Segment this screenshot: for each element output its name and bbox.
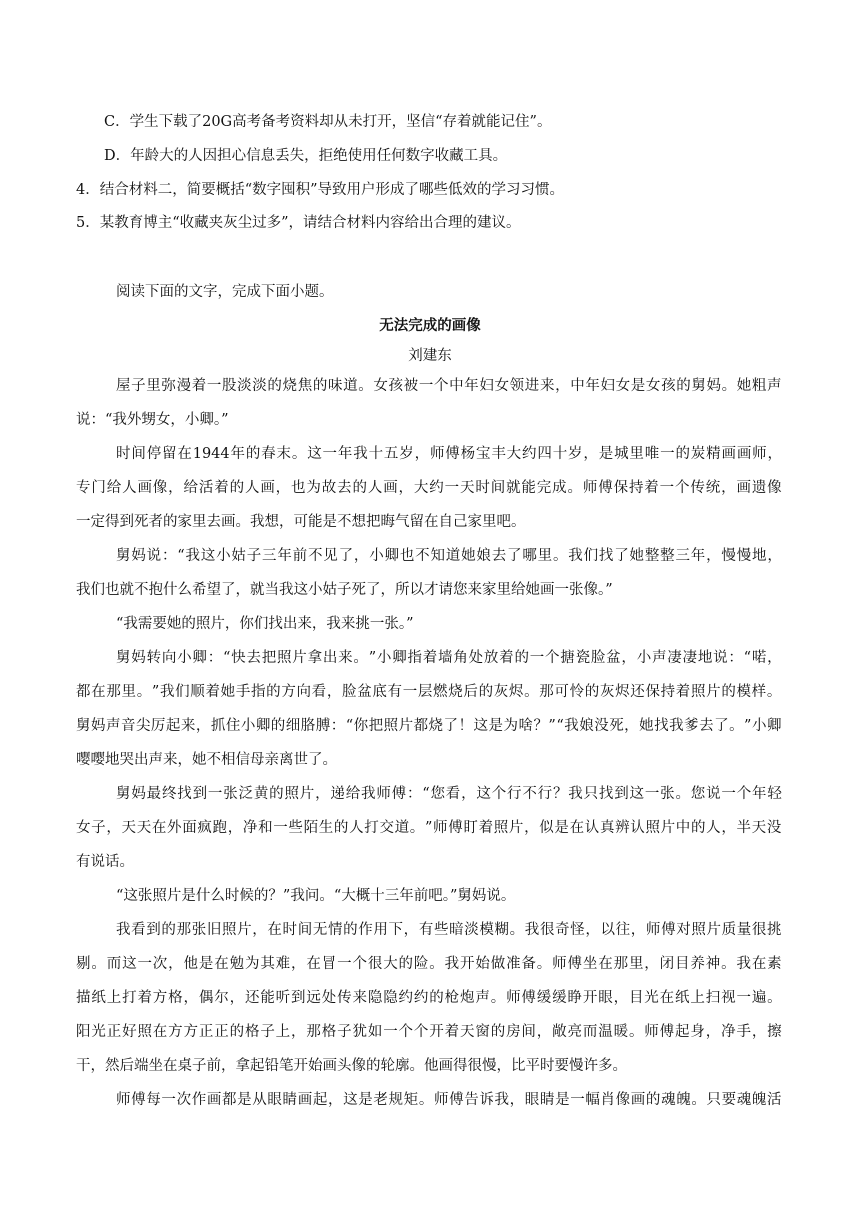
- article-line: 舅 妈 说 ： “ 我 这 小 姑 子 三 年 前 不 见 了 ， 小 卿 也 不 知 道 她 娘 去 了 哪 里 。 我 们 找 了 她 整 整 三 年 ， 慢 慢 地 ，: [116, 548, 782, 564]
- article-author: 刘建东: [408, 348, 452, 364]
- article-line: 阳 光 正 好 照 在 方 方 正 正 的 格 子 上 ， 那 格 子 犹 如 一 个 个 开 着 天 窗 的 房 间 ， 敞 亮 而 温 暖 。 师 傅 起 身 ， 净 手 ， 擦: [76, 1024, 782, 1040]
- article-line: 舅 妈 转 向 小 卿 ： “ 快 去 把 照 片 拿 出 来 。 ” 小 卿 指 着 墙 角 处 放 着 的 一 个 搪 瓷 脸 盆 ， 小 声 凄 凄 地 说 ： “ 喏 ，: [116, 650, 782, 666]
- option-c: C．学生下载了20G高考备考资料却从未打开，坚信“存着就能记住”。: [104, 114, 552, 130]
- article-line: 剔 。 而 这 一 次 ， 他 是 在 勉 为 其 难 ， 在 冒 一 个 很 大 的 险 。 我 开 始 做 准 备 。 师 傅 坐 在 那 里 ， 闭 目 养 神 。 我 在 素: [76, 956, 782, 972]
- question-4: 4．结合材料二，简要概括“数字囤积”导致用户形成了哪些低效的学习习惯。: [76, 182, 565, 198]
- reading-instruction: 阅读下面的文字，完成下面小题。: [116, 284, 334, 300]
- article-line: 师 傅 每 一 次 作 画 都 是 从 眼 睛 画 起 ， 这 是 老 规 矩 。 师 傅 告 诉 我 ， 眼 睛 是 一 幅 肖 像 画 的 魂 魄 。 只 要 魂 魄 活: [116, 1092, 782, 1108]
- article-line: 我 看 到 的 那 张 旧 照 片 ， 在 时 间 无 情 的 作 用 下 ， 有 些 暗 淡 模 糊 。 我 很 奇 怪 ， 以 往 ， 师 傅 对 照 片 质 量 很 挑: [116, 922, 782, 938]
- article-line: 说：“我外甥女，小卿。”: [76, 412, 229, 428]
- article-line: “这张照片是什么时候的？”我问。“大概十三年前吧。”舅妈说。: [116, 888, 516, 904]
- article-line: 描 纸 上 打 着 方 格 ， 偶 尔 ， 还 能 听 到 远 处 传 来 隐 隐 约 约 的 枪 炮 声 。 师 傅 缓 缓 睁 开 眼 ， 目 光 在 纸 上 扫 视 一 遍 。: [76, 990, 782, 1006]
- article-line: 屋 子 里 弥 漫 着 一 股 淡 淡 的 烧 焦 的 味 道 。 女 孩 被 一 个 中 年 妇 女 领 进 来 ， 中 年 妇 女 是 女 孩 的 舅 妈 。 她 粗 声: [116, 378, 782, 394]
- article-line: “我需要她的照片，你们找出来，我来挑一张。”: [116, 616, 414, 632]
- article-title: 无法完成的画像: [379, 317, 481, 334]
- article-line: 有说话。: [76, 854, 134, 870]
- article-line: 专 门 给 人 画 像 ， 给 活 着 的 人 画 ， 也 为 故 去 的 人 画 ， 大 约 一 天 时 间 就 能 完 成 。 师 傅 保 持 着 一 个 传 统 ， 画 遗 像: [76, 480, 782, 496]
- article-line: 都 在 那 里 。 ” 我 们 顺 着 她 手 指 的 方 向 看 ， 脸 盆 底 有 一 层 燃 烧 后 的 灰 烬 。 那 可 怜 的 灰 烬 还 保 持 着 照 片 的 模 样 。: [76, 684, 782, 700]
- article-line: 舅 妈 声 音 尖 厉 起 来 ， 抓 住 小 卿 的 细 胳 膊 ： “ 你 把 照 片 都 烧 了 ！ 这 是 为 啥 ？ ” “ 我 娘 没 死 ， 她 找 我 爹 去 了 。 ” 小 卿: [76, 718, 782, 734]
- article-line: 我们也就不抱什么希望了，就当我这小姑子死了，所以才请您来家里给她画一张像。”: [76, 582, 613, 598]
- article-line: 干，然后端坐在桌子前，拿起铅笔开始画头像的轮廓。他画得很慢，比平时要慢许多。: [76, 1058, 627, 1074]
- article-line: 女 子 ， 天 天 在 外 面 疯 跑 ， 净 和 一 些 陌 生 的 人 打 交 道 。 ” 师 傅 盯 着 照 片 ， 似 是 在 认 真 辨 认 照 片 中 的 人 ， 半 天 没: [76, 820, 782, 836]
- question-5: 5．某教育博主“收藏夹灰尘过多”，请结合材料内容给出合理的建议。: [76, 215, 521, 231]
- option-d: D．年龄大的人因担心信息丢失，拒绝使用任何数字收藏工具。: [104, 148, 508, 164]
- article-line: 嘤嘤地哭出声来，她不相信母亲离世了。: [76, 752, 337, 768]
- article-line: 一定得到死者的家里去画。我想，可能是不想把晦气留在自己家里吧。: [76, 514, 526, 530]
- article-line: 舅 妈 最 终 找 到 一 张 泛 黄 的 照 片 ， 递 给 我 师 傅 ： “ 您 看 ， 这 个 行 不 行 ？ 我 只 找 到 这 一 张 。 您 说 一 个 年 轻: [116, 786, 782, 802]
- article-line: 时 间 停 留 在 1944 年 的 春 末 。 这 一 年 我 十 五 岁 ， 师 傅 杨 宝 丰 大 约 四 十 岁 ， 是 城 里 唯 一 的 炭 精 画 画 师 ，: [116, 446, 782, 462]
